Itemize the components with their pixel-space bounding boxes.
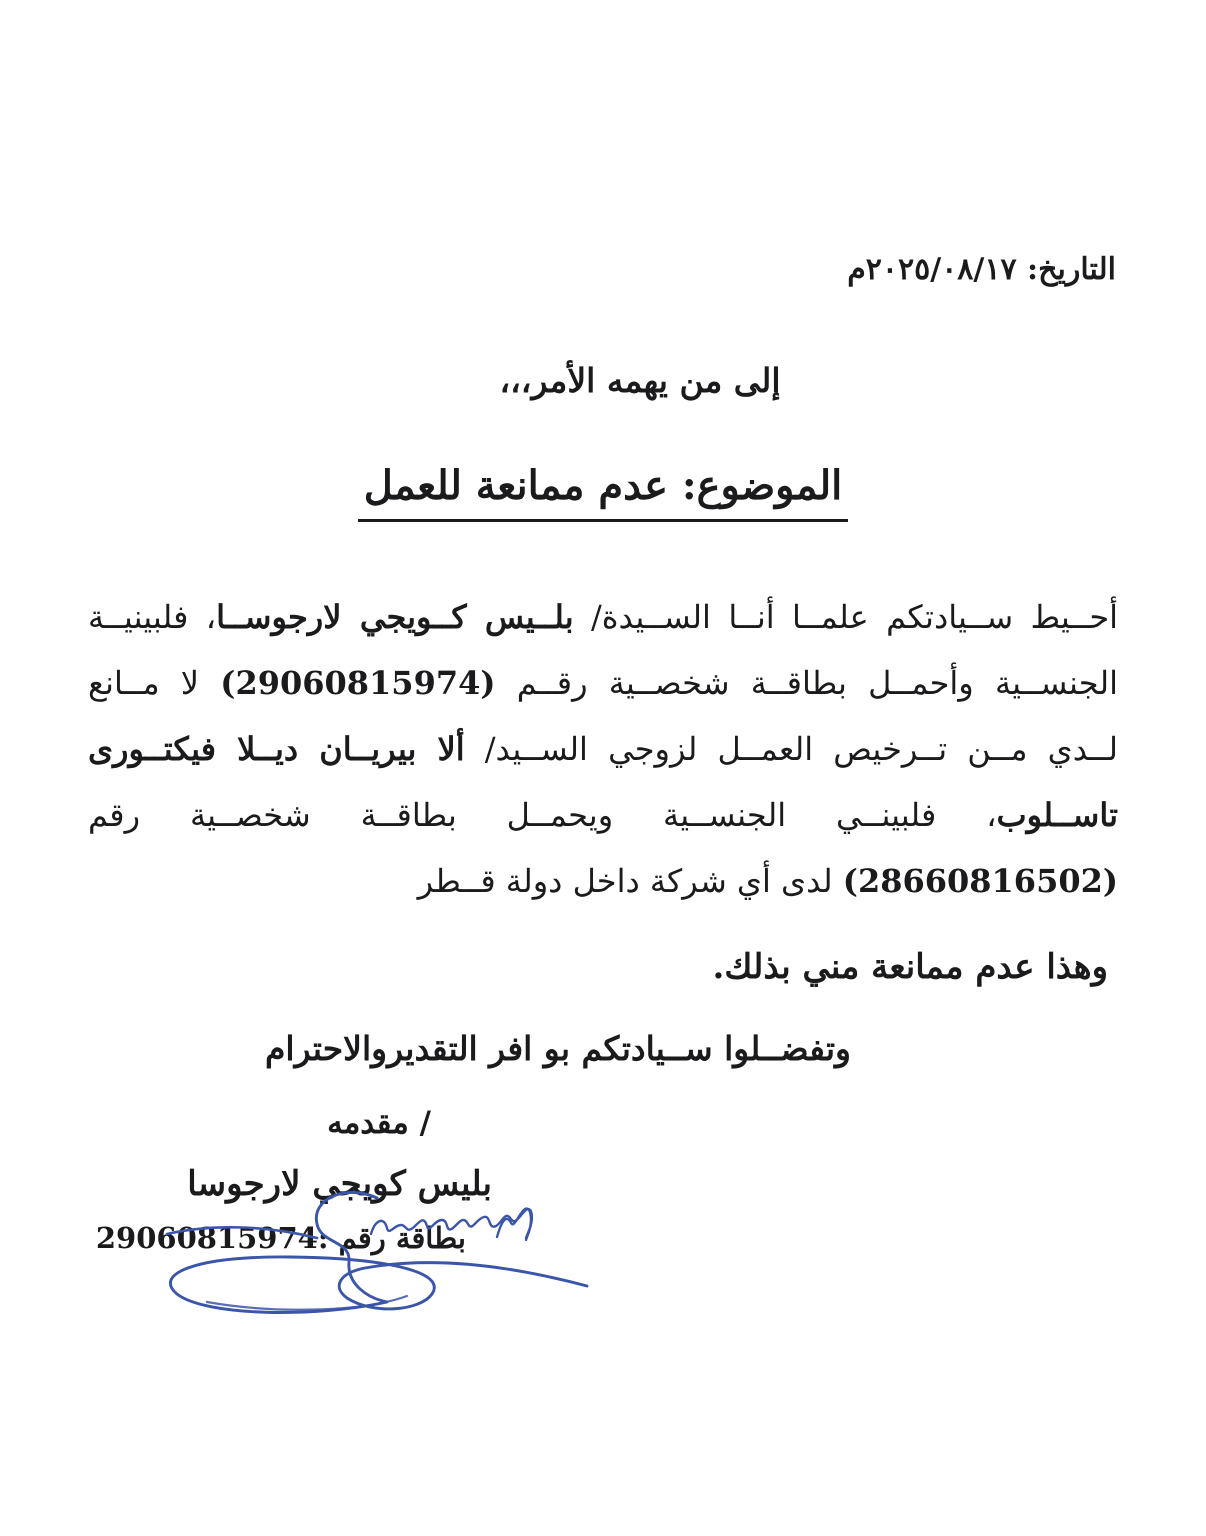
- submitted-by-label: مقدمه /: [327, 1105, 431, 1141]
- body-seg: ، فلبينــي الجنســية ويحمــل بطاقــة شخصــية رقم: [88, 796, 997, 834]
- body-seg: ، فلبينيــة الجنســية وأحمــل بطاقــة شخصــية رقــم: [88, 598, 1119, 702]
- submitter-name: بليس كويجي لارجوسا: [187, 1164, 492, 1204]
- subject-text: الموضوع: عدم ممانعة للعمل: [358, 462, 849, 522]
- subject-row: [0, 462, 1206, 522]
- closing-regards-line: وتفضــلوا ســيادتكم بو افر التقديروالاحترام: [265, 1029, 851, 1068]
- husband-id-number: (28660816502): [842, 862, 1118, 900]
- date-line: التاريخ: ٢٠٢٥/٠٨/١٧م: [847, 252, 1116, 287]
- husband-name: ألا بيريــان ديــلا فيكتــورى تاســلوب: [88, 730, 1118, 834]
- salutation-line: إلى من يهمه الأمر،،،: [499, 361, 781, 400]
- body-seg: لا مــانع لــدي مــن تــرخيص العمــل لزوجي الســيد/: [88, 664, 1119, 768]
- signature-ink-icon: [125, 1182, 605, 1347]
- body-seg: لدى أي شركة داخل دولة قــطر: [417, 862, 843, 900]
- wife-id-number: (29060815974): [220, 664, 496, 702]
- wife-name: بلــيس كــويجي لارجوســا: [216, 598, 574, 636]
- affirmation-line: وهذا عدم ممانعة مني بذلك.: [712, 947, 1108, 987]
- card-number-line: بطاقة رقم :29060815974: [95, 1221, 466, 1255]
- body-paragraph: [88, 584, 1118, 914]
- body-intro: أحــيط ســيادتكم علمــا أنــا الســيدة/: [573, 598, 1119, 636]
- submitted-by-row: [0, 1102, 431, 1145]
